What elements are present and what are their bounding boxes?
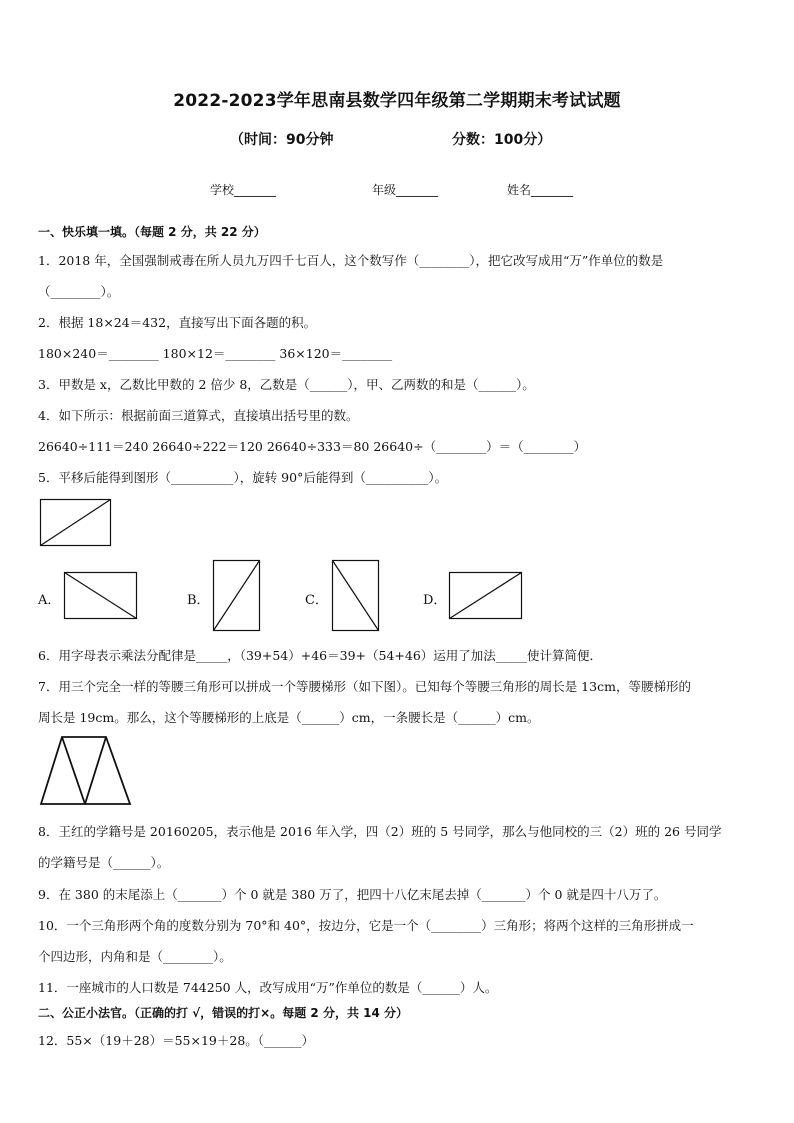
question-10-line1: 10．一个三角形两个角的度数分别为 70°和 40°，按边分，它是一个（________）三角形；将两个这样的三角形拼成一 [38,918,694,933]
question-5: 5．平移后能得到图形（__________），旋转 90°后能得到（__________）。 [38,470,448,485]
option-c-label: C． [305,593,328,608]
question-11: 11．一座城市的人口数是 744250 人，改写成用“万”作单位的数是（______）人。 [38,980,498,995]
question-8-line2: 的学籍号是（______）。 [38,855,170,870]
option-d-figure [449,572,523,620]
question-7-line1: 7．用三个完全一样的等腰三角形可以拼成一个等腰梯形（如下图）。已知每个等腰三角形的周长是 13cm，等腰梯形的 [38,679,691,694]
question-1-line1: 1．2018 年，全国强制戒毒在所人员九万四千七百人，这个数写作（________），把它改写成用“万”作单位的数是 [38,253,664,268]
isosceles-trapezoid-figure [40,736,132,806]
option-a-label: A． [38,593,61,608]
question-2-line2: 180×240＝________ 180×12＝________ 36×120＝________ [38,346,393,361]
question-9: 9．在 380 的末尾添上（_______）个 0 就是 380 万了，把四十八亿末尾去掉（_______）个 0 就是四十八万了。 [38,887,667,902]
option-b-figure [213,560,261,632]
school-field: 学校_______ [210,183,277,197]
question-4-line1: 4．如下所示：根据前面三道算式，直接填出括号里的数。 [38,408,359,423]
exam-time: （时间：90分钟 [230,132,334,148]
name-field: 姓名_______ [507,183,574,197]
exam-score: 分数：100分） [452,132,552,148]
question-8-line1: 8．王红的学籍号是 20160205，表示他是 2016 年入学，四（2）班的 5 号同学，那么与他同校的三（2）班的 26 号同学 [38,824,722,839]
question-4-line2: 26640÷111＝240 26640÷222＝120 26640÷333＝80 26640÷（________）＝（________） [38,439,587,454]
question-1-line2: （________）。 [38,284,120,299]
page-title: 2022-2023学年思南县数学四年级第二学期期末考试试题 [173,91,621,111]
question-2-line1: 2．根据 18×24＝432，直接写出下面各题的积。 [38,315,317,330]
section-heading-1: 一、快乐填一填。（每题 2 分，共 22 分） [38,225,266,239]
question-12: 12．55×（19＋28）＝55×19＋28。（______） [38,1033,315,1048]
question-6: 6．用字母表示乘法分配律是_____，（39+54）+46＝39+（54+46）运用了加法_____使计算简便． [38,648,603,663]
q5-original-figure [40,499,111,546]
question-10-line2: 个四边形，内角和是（________）。 [38,949,232,964]
section-heading-2: 二、公正小法官。（正确的打 √，错误的打×。每题 2 分，共 14 分） [38,1006,408,1020]
option-b-label: B． [187,593,210,608]
option-d-label: D． [423,593,447,608]
option-c-figure [332,560,380,632]
option-a-figure [64,572,138,620]
grade-field: 年级_______ [372,183,439,197]
question-3: 3．甲数是 x，乙数比甲数的 2 倍少 8，乙数是（______），甲、乙两数的和是（______）。 [38,377,535,392]
question-7-line2: 周长是 19cm。那么，这个等腰梯形的上底是（______）cm，一条腰长是（______）cm。 [38,710,540,725]
